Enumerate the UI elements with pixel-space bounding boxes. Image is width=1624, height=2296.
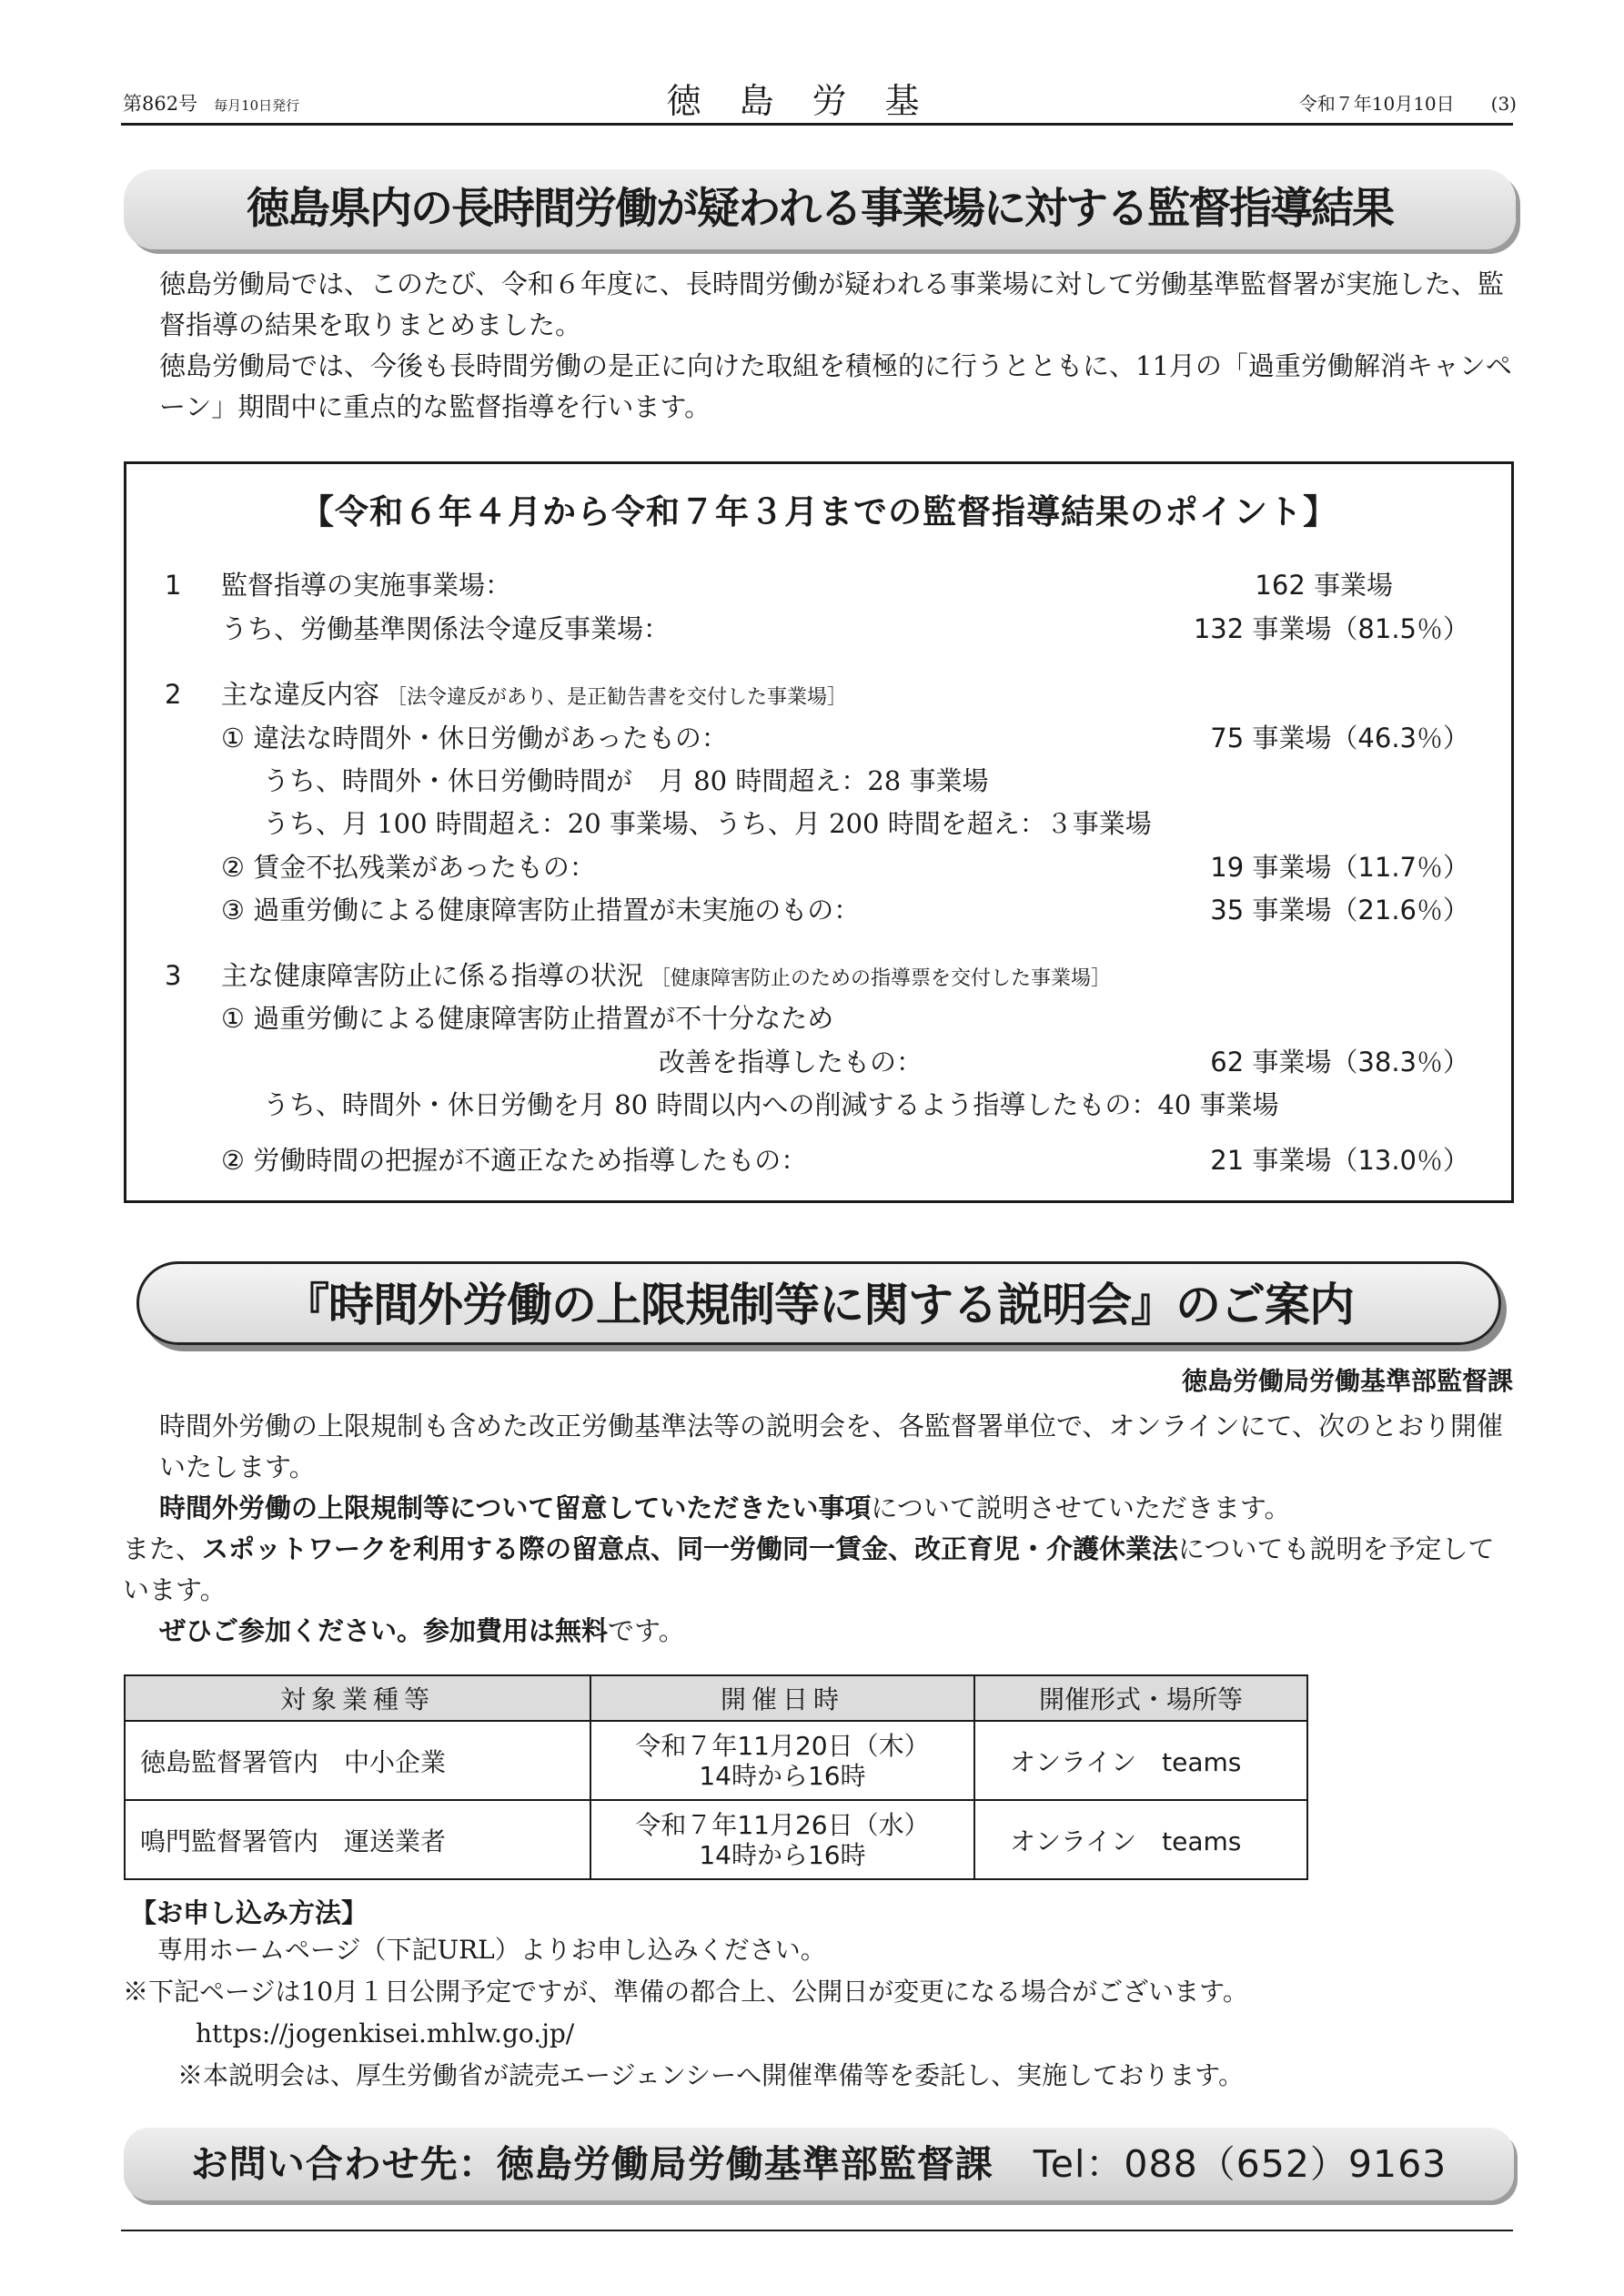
point-label: ③ 過重労働による健康障害防止措置が未実施のもの：	[221, 895, 861, 925]
point-number: 1	[165, 570, 182, 601]
briefing-text-rest: について説明させていただきます。	[871, 1492, 1291, 1523]
briefing-paragraph-3	[123, 1529, 1517, 1611]
point-label: ① 違法な時間外・休日労働があったもの：	[221, 723, 728, 754]
point-row	[126, 846, 1511, 888]
points-title: 【令和６年４月から令和７年３月までの監督指導結果のポイント】	[300, 492, 1337, 531]
issue-label: 第862号	[123, 93, 198, 115]
point-number: 2	[165, 679, 182, 710]
point-label: うち、月 100 時間超え：20 事業場、うち、月 200 時間を超え：３事業場	[263, 808, 1152, 839]
apply-url-link[interactable]: https://jogenkisei.mhlw.go.jp/	[196, 2018, 575, 2048]
session-time: 14時から16時	[699, 1839, 866, 1870]
cell-format: オンライン teams	[974, 1800, 1307, 1879]
contact-bar	[124, 2128, 1514, 2200]
table-header-row	[125, 1675, 1307, 1721]
point-value: 35 事業場（21.6％）	[1210, 895, 1469, 925]
issue-date	[1299, 89, 1517, 116]
briefing-text-rest: です。	[608, 1615, 685, 1646]
table-row	[125, 1800, 1307, 1879]
apply-heading: 【お申し込み方法】	[130, 1897, 368, 1928]
table-row	[125, 1721, 1307, 1800]
briefing-paragraph-2	[123, 1488, 1517, 1529]
session-date: 令和７年11月26日（水）	[635, 1809, 930, 1840]
newsletter-title: 徳島労基	[666, 81, 958, 121]
point-heading: 主な違反内容	[221, 679, 380, 710]
intro-paragraph-2: 徳島労働局では、今後も長時間労働の是正に向けた取組を積極的に行うとともに、11月の「過重労働解消キャンペーン」期間中に重点的な監督指導を行います。	[159, 350, 1512, 422]
point-label: ① 過重労働による健康障害防止措置が不十分なため	[221, 1003, 834, 1034]
point-note: ［法令違反があり、是正勧告書を交付した事業場］	[387, 686, 848, 709]
point-label: 改善を指導したもの：	[659, 1047, 923, 1077]
section1-intro	[123, 264, 1517, 428]
cell-datetime	[590, 1721, 974, 1800]
briefing-emphasis: ぜひご参加ください。参加費用は無料	[159, 1615, 609, 1646]
point-value: 132 事業場（81.5％）	[1193, 613, 1469, 644]
point-row	[126, 673, 1511, 715]
footer-rule	[121, 2230, 1513, 2231]
point-label: うち、時間外・休日労働を月 80 時間以内への削減するよう指導したもの：40 事業場	[263, 1089, 1279, 1120]
page-number: (3)	[1490, 93, 1517, 115]
point-value: 75 事業場（46.3％）	[1210, 723, 1469, 754]
point-row	[126, 997, 1511, 1039]
point-label	[221, 673, 847, 719]
briefing-text	[123, 1406, 1517, 1652]
briefing-text-pre: また、	[123, 1533, 203, 1564]
cell-target: 徳島監督署管内 中小企業	[125, 1721, 590, 1800]
briefing-emphasis: スポットワークを利用する際の留意点、同一労働同一賃金、改正育児・介護休業法	[202, 1533, 1179, 1564]
section1-banner: 徳島県内の長時間労働が疑われる事業場に対する監督指導結果	[124, 169, 1516, 249]
briefing-paragraph-4	[123, 1611, 1517, 1652]
apply-instructions	[123, 1929, 1524, 2097]
point-number: 3	[165, 960, 182, 991]
briefing-emphasis: 時間外労働の上限規制等について留意していただきたい事項	[159, 1492, 872, 1523]
point-note: ［健康障害防止のための指導票を交付した事業場］	[651, 967, 1112, 990]
point-label	[221, 955, 1111, 1000]
points-box	[124, 461, 1514, 1203]
briefing-paragraph-1: 時間外労働の上限規制も含めた改正労働基準法等の説明会を、各監督署単位で、オンラインにて、次のとおり開催いたします。	[159, 1411, 1503, 1482]
point-label: ② 労働時間の把握が不適正なため指導したもの：	[221, 1145, 808, 1176]
point-row	[126, 717, 1511, 759]
apply-line: 専用ホームページ（下記URL）よりお申し込みください。	[157, 1935, 826, 1965]
header-rule	[121, 123, 1513, 126]
session-date: 令和７年11月20日（木）	[635, 1730, 930, 1761]
session-time: 14時から16時	[699, 1760, 866, 1791]
point-row	[126, 564, 1511, 606]
point-value: 162 事業場	[1255, 570, 1393, 601]
point-label: 監督指導の実施事業場：	[221, 570, 512, 601]
intro-paragraph-1: 徳島労働局では、このたび、令和６年度に、長時間労働が疑われる事業場に対して労働基準監督署が実施した、監督指導の結果を取りまとめました。	[159, 268, 1504, 340]
issue-frequency: 毎月10日発行	[214, 97, 300, 114]
column-header-target: 対象業種等	[125, 1675, 590, 1721]
briefing-text-rest: についても説明を予定しています。	[123, 1533, 1495, 1605]
point-heading: 主な健康障害防止に係る指導の状況	[221, 960, 644, 991]
department-name: 徳島労働局労働基準部監督課	[1181, 1366, 1513, 1396]
point-value: 19 事業場（11.7％）	[1210, 852, 1469, 883]
date-text: 令和７年10月10日	[1298, 93, 1455, 115]
point-label: うち、労働基準関係法令違反事業場：	[221, 613, 671, 644]
point-value: 21 事業場（13.0％）	[1210, 1145, 1469, 1176]
point-row	[126, 1041, 1511, 1083]
session-table	[124, 1674, 1308, 1880]
point-row	[126, 1139, 1511, 1181]
cell-datetime	[590, 1800, 974, 1879]
point-row	[126, 955, 1511, 996]
point-row	[126, 1084, 1511, 1126]
point-row	[126, 803, 1511, 845]
contact-phone: Tel：088（652）9163	[1033, 2142, 1447, 2186]
cell-target: 鳴門監督署管内 運送業者	[125, 1800, 590, 1879]
point-row	[126, 608, 1511, 650]
column-header-datetime: 開催日時	[590, 1675, 974, 1721]
point-row	[126, 889, 1511, 931]
apply-note: ※本説明会は、厚生労働省が読売エージェンシーへ開催準備等を委託し、実施しております。	[177, 2060, 1244, 2090]
point-label: ② 賃金不払残業があったもの：	[221, 852, 596, 883]
point-label: うち、時間外・休日労働時間が 月 80 時間超え：28 事業場	[263, 765, 989, 796]
cell-format: オンライン teams	[974, 1721, 1307, 1800]
apply-note: ※下記ページは10月１日公開予定ですが、準備の都合上、公開日が変更になる場合がございます。	[123, 1977, 1248, 2007]
column-header-format: 開催形式・場所等	[974, 1675, 1307, 1721]
point-value: 62 事業場（38.3％）	[1210, 1047, 1469, 1077]
section2-banner: 『時間外労働の上限規制等に関する説明会』のご案内	[136, 1261, 1501, 1345]
contact-label: お問い合わせ先：徳島労働局労働基準部監督課	[190, 2142, 994, 2186]
point-row	[126, 760, 1511, 802]
